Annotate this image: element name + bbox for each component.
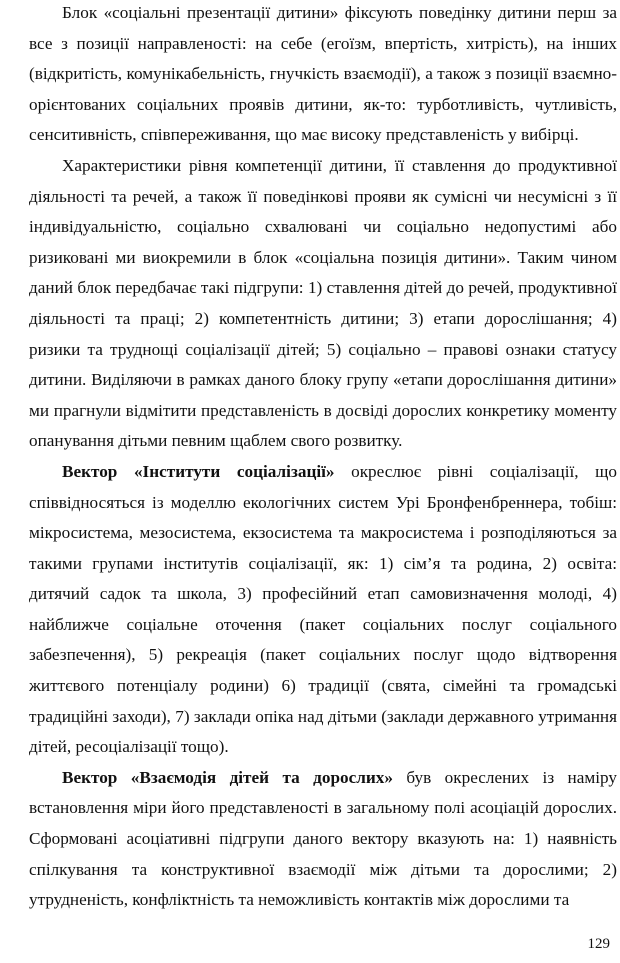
vector-heading: Вектор «Взаємодія дітей та дорослих» bbox=[62, 767, 393, 787]
paragraph-text: окреслює рівні соціалізації, що співвідносяться із моделлю екологічних систем Урі Бронфенбреннера, тобіш: мікросистема, мезосистема, екзосистема та макросистема і розподіляються за такими групами інститутів соціалізації, як: 1) сім’я та родина, 2) освіта: дитячий садок та школа, 3) професійний етап самовизначення молоді, 4) найближче соціальне оточення (пакет соціальних послуг соціального забезпечення), 5) рекреація (пакет соціальних послуг щодо відтворення життєвого потенціалу родини) 6) традиції (свята, сімейні та громадські традиційні заходи), 7) заклади опіка над дітьми (заклади державного утримання дітей, ресоціалізації тощо). bbox=[29, 461, 617, 757]
paragraph-text: Характеристики рівня компетенції дитини, її ставлення до продуктивної діяльності та речей, а також її поведінкові прояви як сумісні чи несумісні з її індивідуальністю, соціально схвалювані чи соціально недопустимі або ризиковані ми виокремили в блок «соціальна позиція дитини». Таким чином даний блок передбачає такі підгрупи: 1) ставлення дітей до речей, продуктивної діяльності та праці; 2) компетентність дитини; 3) етапи дорослішання; 4) ризики та труднощі соціалізації дітей; 5) соціально – правові ознаки статусу дитини. Виділяючи в рамках даного блоку групу «етапи дорослішання дитини» ми прагнули відмітити представленість в досвіді дорослих конкретику моменту опанування дітьми певним щаблем свого розвитку. bbox=[29, 155, 617, 451]
paragraph-text: був окреслених із наміру встановлення міри його представленості в загальному полі асоціацій дорослих. Сформовані асоціативні підгрупи даного вектору вказують на: 1) наявність спілкування та конструктивної взаємодії між дітьми та дорослими; 2) утрудненість, конфліктність та неможливість контактів між дорослими та bbox=[29, 767, 617, 910]
paragraph-socialization-institutes bbox=[29, 457, 617, 763]
paragraph-social-position bbox=[29, 151, 617, 457]
paragraph-social-presentations bbox=[29, 0, 617, 151]
page-number: 129 bbox=[587, 936, 610, 952]
body-text bbox=[29, 0, 617, 916]
paragraph-text: Блок «соціальні презентації дитини» фіксують поведінку дитини перш за все з позиції направленості: на себе (егоїзм, впертість, хитрість), на інших (відкритість, комунікабельність, гнучкість взаємодії), а також з позиції взаємно-орієнтованих соціальних проявів дитини, як-то: турботливість, чутливість, сенситивність, співпереживання, що має високу представленість у вибірці. bbox=[29, 3, 617, 145]
vector-heading: Вектор «Інститути соціалізації» bbox=[62, 461, 335, 481]
paragraph-children-adults-interaction bbox=[29, 763, 617, 916]
